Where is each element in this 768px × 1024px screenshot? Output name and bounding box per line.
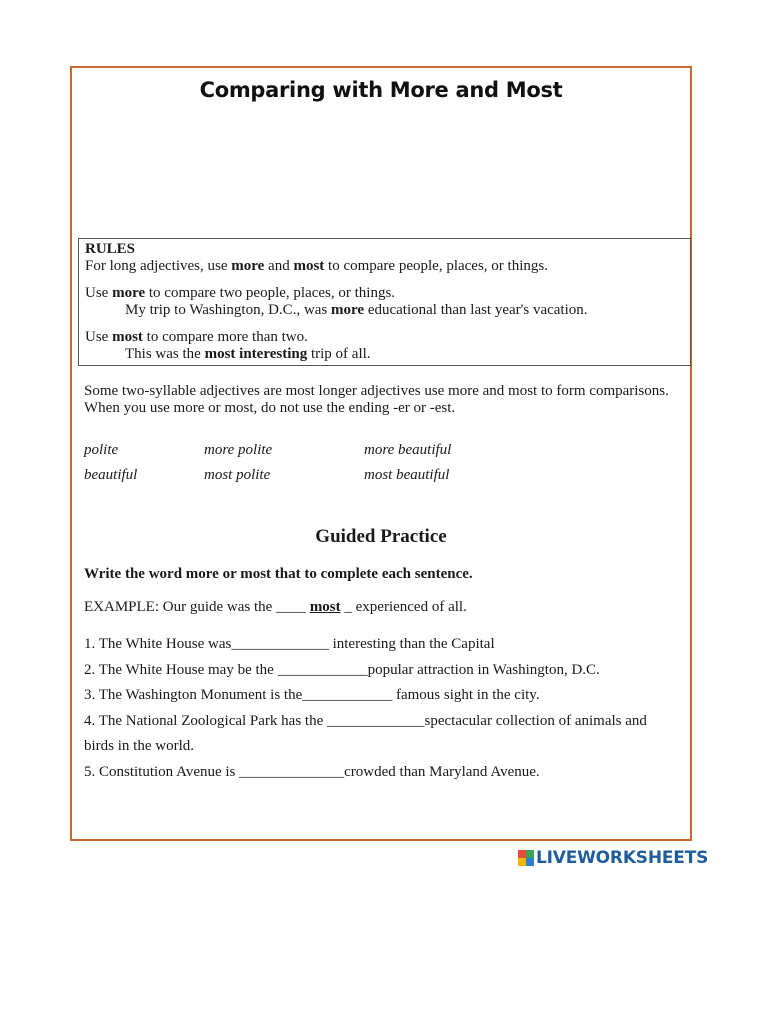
logo-text: LIVEWORKSHEETS [536,848,709,868]
practice-item-1[interactable]: 1. The White House was_____________ interesting than the Capital [84,636,495,652]
word-table [84,442,644,492]
logo-square [518,858,526,866]
worksheet-frame [70,66,692,841]
practice-item-2[interactable]: 2. The White House may be the ____________popular attraction in Washington, D.C. [84,661,600,678]
rule-example-more: My trip to Washington, D.C., was more educational than last year's vacation. [125,302,588,318]
example-sentence: EXAMPLE: Our guide was the ____ most _ experienced of all. [84,599,467,615]
practice-item-4-continued: birds in the world. [84,738,194,754]
example-answer: most [309,599,341,615]
practice-item-4[interactable]: 4. The National Zoological Park has the _____________spectacular collection of animals and [84,712,647,729]
rule-line-1: For long adjectives, use more and most to compare people, places, or things. [85,258,548,274]
word-cell: more beautiful [364,442,452,458]
rule-line-2: Use more to compare two people, places, or things. [85,285,396,301]
guided-practice-title: Guided Practice [315,526,447,547]
word-cell: more polite [204,442,273,458]
rule-example-most: This was the most interesting trip of all. [125,346,371,362]
logo-square [526,850,534,858]
practice-items [84,632,682,785]
word-cell: most beautiful [364,467,450,483]
rules-box [78,238,691,366]
page-title: Comparing with More and Most [199,78,563,102]
practice-item-3[interactable]: 3. The Washington Monument is the____________ famous sight in the city. [84,687,540,703]
word-cell: beautiful [84,467,138,483]
practice-item-5[interactable]: 5. Constitution Avenue is ______________crowded than Maryland Avenue. [84,763,540,780]
word-cell: polite [84,442,119,458]
logo-square [526,858,534,866]
rule-line-3: Use most to compare more than two. [85,329,308,345]
word-row [84,442,644,467]
explanation-paragraph: Some two-syllable adjectives are most longer adjectives use more and most to form comparisons. When you use more or most, do not use the ending -er or -est. [84,383,669,416]
logo-square [518,850,526,858]
liveworksheets-logo[interactable] [518,846,708,870]
logo-mark-icon [518,850,534,866]
rules-heading: RULES [85,241,136,257]
word-row [84,467,644,492]
instruction-text: Write the word more or most that to complete each sentence. [84,566,473,582]
word-cell: most polite [204,467,271,483]
